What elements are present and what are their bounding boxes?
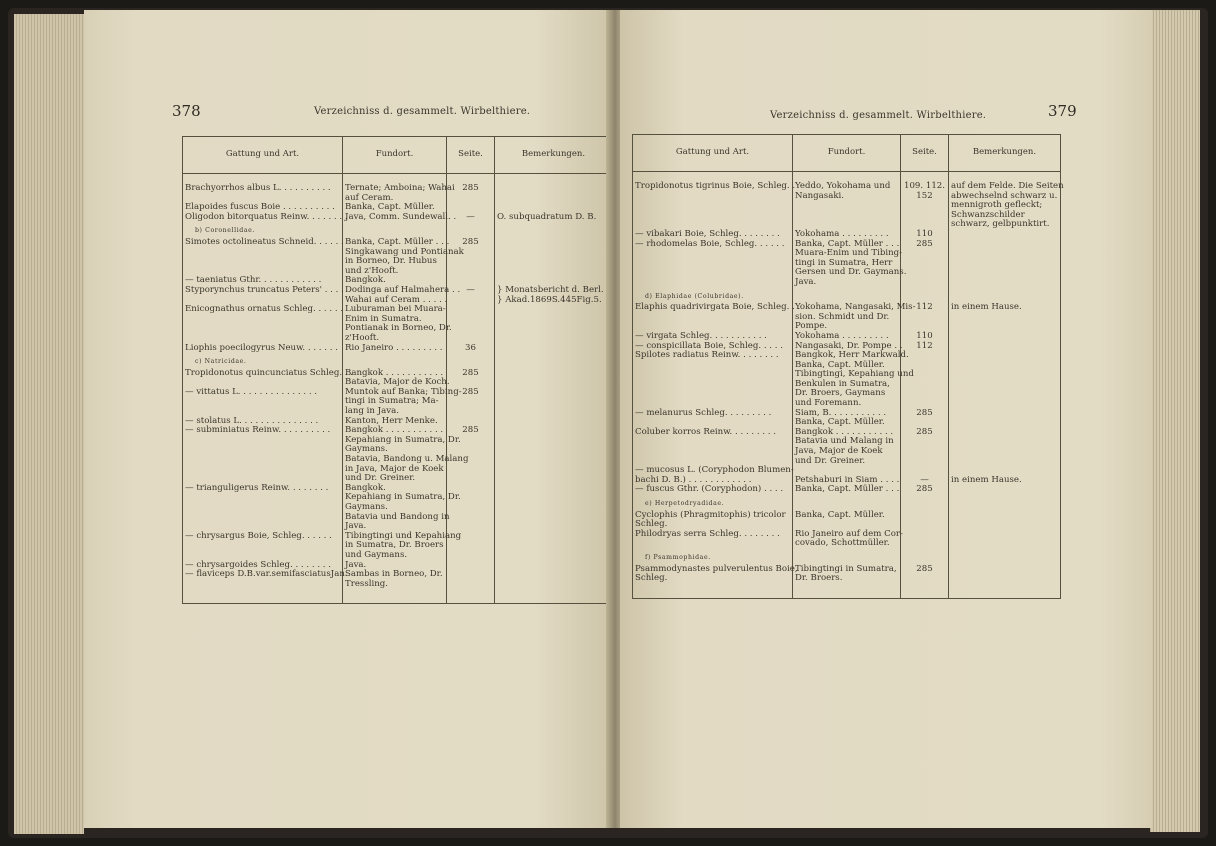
fundort-cell bbox=[793, 511, 901, 521]
species-name: Psammodynastes pulverulentus Boie, bbox=[633, 565, 793, 575]
table-row bbox=[183, 369, 613, 388]
seite-cell bbox=[901, 495, 949, 511]
species-name: — chrysargoides Schleg. . . . . . . . bbox=[183, 561, 343, 571]
species-name: Elapoides fuscus Boie . . . . . . . . . . bbox=[183, 203, 343, 213]
fundort-line: Bangkok . . . . . . . . . . . bbox=[345, 367, 444, 378]
fundort-line: in Borneo, Dr. Hubus bbox=[345, 256, 437, 267]
species-name: — conspicillata Boie, Schleg. . . . . bbox=[633, 342, 793, 352]
fundort-cell bbox=[793, 549, 901, 565]
fundort-line: Java. bbox=[345, 521, 367, 532]
seite-value bbox=[901, 530, 949, 549]
running-head-right: Verzeichniss d. gesammelt. Wirbelthiere. bbox=[770, 110, 987, 121]
fundort-cell bbox=[343, 386, 462, 417]
bemerkungen-cell bbox=[949, 428, 1061, 466]
fundort-line: Banka, Capt. Müller. bbox=[795, 417, 885, 428]
seite-value: 285 bbox=[447, 238, 495, 276]
bemerkungen-cell bbox=[495, 388, 613, 417]
seite-value bbox=[447, 484, 495, 532]
bemerkungen-cell bbox=[495, 417, 613, 427]
fundort-cell bbox=[793, 409, 901, 428]
fundort-line: Ternate; Amboina; Wahai bbox=[345, 183, 455, 193]
table-row bbox=[183, 174, 613, 204]
right-page bbox=[620, 10, 1152, 828]
bemerkungen-cell bbox=[949, 485, 1061, 495]
species-name: Schleg. bbox=[633, 574, 793, 584]
fundort-line: Dr. Broers, Gaymans bbox=[795, 388, 886, 399]
bemerkung-line: mennigroth gefleckt; bbox=[951, 200, 1043, 211]
bemerkung-line: abwechselnd schwarz u. bbox=[951, 190, 1058, 201]
fundort-line: Bangkok . . . . . . . . . . . bbox=[795, 426, 894, 437]
fundort-line: Siam, B. . . . . . . . . . . bbox=[795, 407, 887, 418]
fundort-line: Rio Janeiro auf dem Cor- bbox=[795, 528, 903, 539]
species-name: — rhodomelas Boie, Schleg. . . . . . bbox=[633, 240, 793, 288]
seite-value bbox=[447, 305, 495, 343]
fundort-cell bbox=[793, 485, 901, 495]
fundort-line: sion. Schmidt und Dr. bbox=[795, 311, 890, 322]
fundort-line: Tressling. bbox=[345, 578, 389, 589]
fundort-cell bbox=[793, 172, 901, 230]
fundort-line: Benkulen in Sumatra, bbox=[795, 378, 890, 389]
bemerkungen-cell bbox=[949, 565, 1061, 575]
species-name: Coluber korros Reinw. . . . . . . . . bbox=[633, 428, 793, 466]
fundort-line: Rio Janeiro . . . . . . . . . bbox=[345, 342, 443, 353]
bemerkung-line: schwarz, gelbpunktirt. bbox=[951, 219, 1050, 230]
bemerkungen-cell bbox=[495, 369, 613, 388]
fundort-cell bbox=[343, 174, 455, 204]
fundort-line: Bangkok . . . . . . . . . . . bbox=[345, 425, 444, 436]
family-row bbox=[633, 495, 1061, 511]
bemerkungen-cell bbox=[495, 174, 613, 204]
table-row bbox=[183, 213, 613, 223]
species-name: — vibakari Boie, Schleg. . . . . . . . bbox=[633, 230, 793, 240]
seite-value bbox=[447, 570, 495, 589]
fundort-line: Sambas in Borneo, Dr. bbox=[345, 569, 443, 580]
seite-value: — bbox=[901, 476, 949, 486]
fundort-line: Banka, Capt. Müller . . . bbox=[795, 484, 900, 495]
bemerkungen-cell bbox=[495, 222, 613, 238]
fundort-line: Java, Comm. Sundewall. . bbox=[345, 211, 457, 222]
seite-value bbox=[447, 561, 495, 571]
family-heading: f) Psammophidae. bbox=[633, 549, 793, 565]
fundort-cell bbox=[793, 238, 907, 288]
bemerkung-line: Schwanzschilder bbox=[951, 209, 1025, 220]
bemerkungen-cell bbox=[495, 426, 613, 484]
bemerkung-line: auf dem Felde. Die Seiten bbox=[951, 181, 1064, 191]
family-heading: c) Natricidae. bbox=[183, 353, 343, 369]
seite-value: 285 bbox=[901, 565, 949, 575]
fundort-line: Bangkok. bbox=[345, 482, 386, 493]
seite-value: — bbox=[447, 286, 495, 305]
species-name: bachi D. B.) . . . . . . . . . . . . bbox=[633, 476, 793, 486]
fundort-line: auf Ceram. bbox=[345, 192, 394, 203]
fundort-cell bbox=[793, 428, 901, 466]
fundort-cell bbox=[343, 367, 450, 388]
bemerkungen-cell bbox=[949, 288, 1061, 304]
bemerkungen-cell bbox=[949, 476, 1061, 486]
bemerkungen-cell bbox=[495, 238, 613, 276]
bemerkungen-cell bbox=[495, 213, 613, 223]
fundort-line: Kepahiang in Sumatra, Dr. bbox=[345, 492, 461, 503]
species-name: Schleg. bbox=[633, 520, 793, 530]
species-name: — taeniatus Gthr. . . . . . . . . . . . bbox=[183, 276, 343, 286]
seite-value: 285 bbox=[447, 174, 495, 204]
fundort-line: Singkawang und Pontianak bbox=[345, 246, 464, 257]
empty-cell bbox=[633, 584, 793, 599]
fundort-line: Yeddo, Yokohama und bbox=[795, 181, 891, 191]
seite-value: 36 bbox=[447, 344, 495, 354]
left-page bbox=[84, 10, 612, 828]
species-name: — virgata Schleg. . . . . . . . . . . bbox=[633, 332, 793, 342]
fundort-line: Yokohama . . . . . . . . . bbox=[795, 228, 889, 239]
fundort-line: tingi in Sumatra, Herr bbox=[795, 257, 893, 268]
bemerkungen-cell bbox=[495, 570, 613, 589]
bemerkungen-cell bbox=[949, 520, 1061, 530]
table-row bbox=[633, 351, 1061, 409]
seite-cell bbox=[447, 353, 495, 369]
table-row bbox=[183, 238, 613, 276]
seite-value: 110 bbox=[901, 230, 949, 240]
table-row bbox=[183, 570, 613, 589]
fundort-cell bbox=[343, 344, 447, 354]
bemerkungen-cell bbox=[495, 353, 613, 369]
col-header-seite: Seite. bbox=[901, 135, 949, 172]
bemerkungen-cell bbox=[949, 511, 1061, 521]
fundort-line: Batavia und Malang in bbox=[795, 436, 894, 447]
fundort-cell bbox=[793, 495, 901, 511]
fundort-line: z'Hooft. bbox=[345, 332, 380, 343]
fundort-line: Banka, Capt. Müller. bbox=[345, 202, 435, 213]
seite-cell bbox=[901, 549, 949, 565]
bemerkung-line: O. subquadratum D. B. bbox=[497, 211, 597, 222]
fundort-line: Muara-Enim und Tibing- bbox=[795, 248, 903, 259]
family-row bbox=[183, 222, 613, 238]
fundort-line: Banka, Capt. Müller . . . bbox=[795, 238, 900, 249]
fundort-line: in Sumatra, Dr. Broers bbox=[345, 540, 444, 551]
empty-cell bbox=[183, 589, 343, 604]
bemerkungen-cell bbox=[495, 344, 613, 354]
bemerkung-line: in einem Hause. bbox=[951, 302, 1022, 313]
page-stack-right-edge bbox=[1150, 10, 1200, 832]
fundort-line: Batavia, Major de Koch. bbox=[345, 377, 450, 388]
species-name: Enicognathus ornatus Schleg. . . . . . bbox=[183, 305, 343, 343]
species-name: Brachyorrhos albus L. . . . . . . . . . bbox=[183, 174, 343, 204]
fundort-line: Tibingtingi, Kepahiang und bbox=[795, 369, 914, 380]
seite-cell bbox=[447, 222, 495, 238]
table-row bbox=[183, 286, 613, 305]
fundort-line: Yokohama, Nangasaki, Mis- bbox=[795, 302, 916, 313]
fundort-cell bbox=[343, 570, 447, 589]
fundort-line: Dodinga auf Halmahera . . bbox=[345, 284, 461, 295]
fundort-cell bbox=[793, 530, 901, 549]
family-heading: b) Coronellidae. bbox=[183, 222, 343, 238]
fundort-line: Nangasaki, Dr. Pompe . . bbox=[795, 340, 903, 351]
family-heading: e) Herpetodryadidae. bbox=[633, 495, 793, 511]
fundort-line: und Gaymans. bbox=[345, 549, 408, 560]
fundort-line: und z'Hooft. bbox=[345, 265, 399, 276]
species-name: — vittatus L. . . . . . . . . . . . . . . bbox=[183, 388, 343, 417]
fundort-line: tingi in Sumatra; Ma- bbox=[345, 396, 439, 407]
fundort-line: Luburaman bei Muara- bbox=[345, 304, 446, 315]
table-row bbox=[633, 172, 1061, 230]
fundort-line: Gersen und Dr. Gaymans. bbox=[795, 267, 907, 278]
bemerkungen-cell bbox=[495, 286, 613, 305]
table-row bbox=[183, 305, 613, 343]
fundort-cell bbox=[343, 425, 469, 484]
fundort-line: Banka, Capt. Müller. bbox=[795, 509, 885, 520]
fundort-line: Bangkok. bbox=[345, 275, 386, 286]
species-name: Simotes octolineatus Schneid. . . . . . bbox=[183, 238, 343, 276]
species-name: — melanurus Schleg. . . . . . . . . bbox=[633, 409, 793, 428]
fundort-line: Bangkok, Herr Markwald. bbox=[795, 350, 909, 361]
fundort-line: Muntok auf Banka; Tibing- bbox=[345, 386, 462, 397]
fundort-line: Batavia und Bandong in bbox=[345, 511, 450, 522]
seite-value: 285 bbox=[447, 426, 495, 484]
table-row bbox=[633, 428, 1061, 466]
col-header-gattung: Gattung und Art. bbox=[183, 137, 343, 174]
fundort-line: Batavia, Bandong u. Malang bbox=[345, 454, 469, 465]
fundort-cell bbox=[343, 222, 447, 238]
species-name: Philodryas serra Schleg. . . . . . . . bbox=[633, 530, 793, 549]
fundort-cell bbox=[343, 482, 461, 532]
col-header-fundort: Fundort. bbox=[793, 135, 901, 172]
empty-cell bbox=[949, 584, 1061, 599]
fundort-cell bbox=[343, 236, 464, 276]
page-stack-left-edge bbox=[14, 14, 84, 834]
bemerkungen-cell bbox=[949, 351, 1061, 409]
bemerkungen-cell bbox=[949, 172, 1064, 230]
bemerkungen-cell bbox=[949, 409, 1061, 428]
table-row bbox=[633, 511, 1061, 521]
fundort-line: und Dr. Greiner. bbox=[345, 473, 416, 484]
seite-value: 285 bbox=[447, 369, 495, 388]
family-row bbox=[633, 288, 1061, 304]
fundort-line: Java. bbox=[345, 559, 367, 570]
col-header-bemerkungen: Bemerkungen. bbox=[949, 135, 1061, 172]
fundort-cell bbox=[793, 302, 916, 332]
fundort-line: Dr. Broers. bbox=[795, 573, 843, 584]
fundort-line: Banka, Capt. Müller . . . bbox=[345, 236, 450, 247]
table-row bbox=[183, 532, 613, 561]
seite-value: 285 bbox=[901, 485, 949, 495]
seite-value: 110 bbox=[901, 332, 949, 342]
empty-cell bbox=[495, 589, 613, 604]
bemerkungen-cell bbox=[949, 549, 1061, 565]
species-name: Cyclophis (Phragmitophis) tricolor bbox=[633, 511, 793, 521]
bemerkungen-cell bbox=[495, 561, 613, 571]
table-row bbox=[183, 484, 613, 532]
seite-value: 112 bbox=[901, 303, 949, 332]
species-table-right bbox=[632, 134, 1064, 599]
table-row bbox=[633, 409, 1061, 428]
bemerkungen-cell bbox=[949, 342, 1061, 352]
species-name: — fuscus Gthr. (Coryphodon) . . . . bbox=[633, 485, 793, 495]
species-name: — chrysargus Boie, Schleg. . . . . . bbox=[183, 532, 343, 561]
table-row bbox=[633, 565, 1061, 575]
table-row bbox=[633, 240, 1061, 288]
table-row bbox=[183, 426, 613, 484]
page-number-right: 379 bbox=[1048, 102, 1077, 120]
col-header-bemerkungen: Bemerkungen. bbox=[495, 137, 613, 174]
species-name: — mucosus L. (Coryphodon Blumen- bbox=[633, 466, 793, 476]
table-row bbox=[633, 485, 1061, 495]
seite-value: 285 bbox=[901, 240, 949, 288]
running-head-left: Verzeichniss d. gesammelt. Wirbelthiere. bbox=[314, 106, 531, 117]
table-row bbox=[633, 530, 1061, 549]
fundort-line: und Dr. Greiner. bbox=[795, 455, 866, 466]
fundort-cell bbox=[343, 530, 462, 561]
table-row bbox=[183, 388, 613, 417]
seite-value: 112 bbox=[901, 342, 949, 352]
species-name: Liophis poecilogyrus Neuw. . . . . . . bbox=[183, 344, 343, 354]
fundort-line: Tibingtingi und Kepahiang bbox=[345, 530, 462, 541]
fundort-line: Tibingtingi in Sumatra, bbox=[795, 563, 897, 574]
species-name: Elaphis quadrivirgata Boie, Schleg. . . bbox=[633, 303, 793, 332]
fundort-line: Kepahiang in Sumatra, Dr. bbox=[345, 434, 461, 445]
table-spacer-row bbox=[183, 589, 613, 604]
bemerkungen-cell bbox=[949, 574, 1061, 584]
species-table-left bbox=[182, 136, 613, 604]
species-name: Oligodon bitorquatus Reinw. . . . . . . . bbox=[183, 213, 343, 223]
fundort-line: Yokohama . . . . . . . . . bbox=[795, 330, 889, 341]
fundort-line: Gaymans. bbox=[345, 502, 388, 512]
bemerkungen-cell bbox=[949, 230, 1061, 240]
fundort-cell bbox=[343, 304, 452, 343]
fundort-line: in Java, Major de Koek bbox=[345, 463, 444, 474]
fundort-cell bbox=[343, 211, 457, 223]
col-header-seite: Seite. bbox=[447, 137, 495, 174]
seite-value: 285 bbox=[901, 428, 949, 466]
fundort-cell bbox=[343, 284, 461, 305]
bemerkungen-cell bbox=[949, 495, 1061, 511]
bemerkung-line: } Akad.1869S.445Fig.5. bbox=[497, 294, 602, 305]
table-spacer-row bbox=[633, 584, 1061, 599]
table-row bbox=[633, 574, 1061, 584]
fundort-line: covado, Schottmüller. bbox=[795, 538, 890, 549]
fundort-line: Pompe. bbox=[795, 321, 828, 332]
table-row bbox=[183, 344, 613, 354]
fundort-line: Pontianak in Borneo, Dr. bbox=[345, 323, 452, 334]
seite-value bbox=[901, 574, 949, 584]
seite-value: 285 bbox=[447, 388, 495, 417]
seite-value: — bbox=[447, 213, 495, 223]
bemerkungen-cell bbox=[949, 240, 1061, 288]
fundort-line: Gaymans. bbox=[345, 444, 388, 455]
bemerkungen-cell bbox=[949, 303, 1061, 332]
page-number-left: 378 bbox=[172, 102, 201, 120]
empty-cell bbox=[901, 584, 949, 599]
bemerkungen-cell bbox=[495, 484, 613, 532]
species-name: — subminiatus Reinw. . . . . . . . . . bbox=[183, 426, 343, 484]
species-name: — trianguligerus Reinw. . . . . . . . bbox=[183, 484, 343, 532]
bemerkungen-cell bbox=[495, 305, 613, 343]
fundort-line: Kanton, Herr Menke. bbox=[345, 415, 438, 426]
fundort-line: Nangasaki. bbox=[795, 190, 845, 201]
family-row bbox=[183, 353, 613, 369]
fundort-line: Enim in Sumatra. bbox=[345, 313, 422, 324]
species-name: Styporynchus truncatus Peters' . . . . bbox=[183, 286, 343, 305]
family-heading: d) Elaphidae (Colubridae). bbox=[633, 288, 793, 304]
table-row bbox=[633, 303, 1061, 332]
species-name: — flaviceps D.B.var.semifasciatusJan. bbox=[183, 570, 343, 589]
fundort-line: Java. bbox=[795, 276, 817, 287]
col-header-gattung: Gattung und Art. bbox=[633, 135, 793, 172]
fundort-line: Wahai auf Ceram . . . . . bbox=[345, 294, 448, 305]
seite-value: 109. 112. 152 bbox=[901, 172, 949, 230]
fundort-line: und Foremann. bbox=[795, 398, 862, 409]
family-row bbox=[633, 549, 1061, 565]
bemerkung-line: in einem Hause. bbox=[951, 474, 1022, 485]
bemerkung-line: } Monatsbericht d. Berl. bbox=[497, 284, 604, 295]
seite-cell bbox=[901, 288, 949, 304]
fundort-cell bbox=[793, 350, 914, 409]
empty-cell bbox=[343, 589, 447, 604]
fundort-line: Banka, Capt. Müller. bbox=[795, 359, 885, 370]
fundort-line: Java, Major de Koek bbox=[795, 446, 883, 457]
bemerkungen-cell bbox=[949, 530, 1061, 549]
bemerkungen-cell bbox=[949, 332, 1061, 342]
col-header-fundort: Fundort. bbox=[343, 137, 447, 174]
bemerkungen-cell bbox=[495, 532, 613, 561]
seite-value bbox=[901, 520, 949, 530]
empty-cell bbox=[793, 584, 901, 599]
fundort-line: lang in Java. bbox=[345, 406, 399, 417]
seite-value: 285 bbox=[901, 409, 949, 428]
species-name: Tropidonotus tigrinus Boie, Schleg. . bbox=[633, 172, 793, 230]
species-name: Tropidonotus quincunciatus Schleg. . . bbox=[183, 369, 343, 388]
fundort-cell bbox=[793, 574, 901, 584]
species-name: Spilotes radiatus Reinw. . . . . . . . bbox=[633, 351, 793, 409]
fundort-line: Petshaburi in Siam . . . . bbox=[795, 474, 900, 485]
species-name: — stolatus L. . . . . . . . . . . . . . . bbox=[183, 417, 343, 427]
fundort-cell bbox=[343, 353, 447, 369]
empty-cell bbox=[447, 589, 495, 604]
seite-value bbox=[901, 511, 949, 521]
fundort-cell bbox=[793, 288, 901, 304]
